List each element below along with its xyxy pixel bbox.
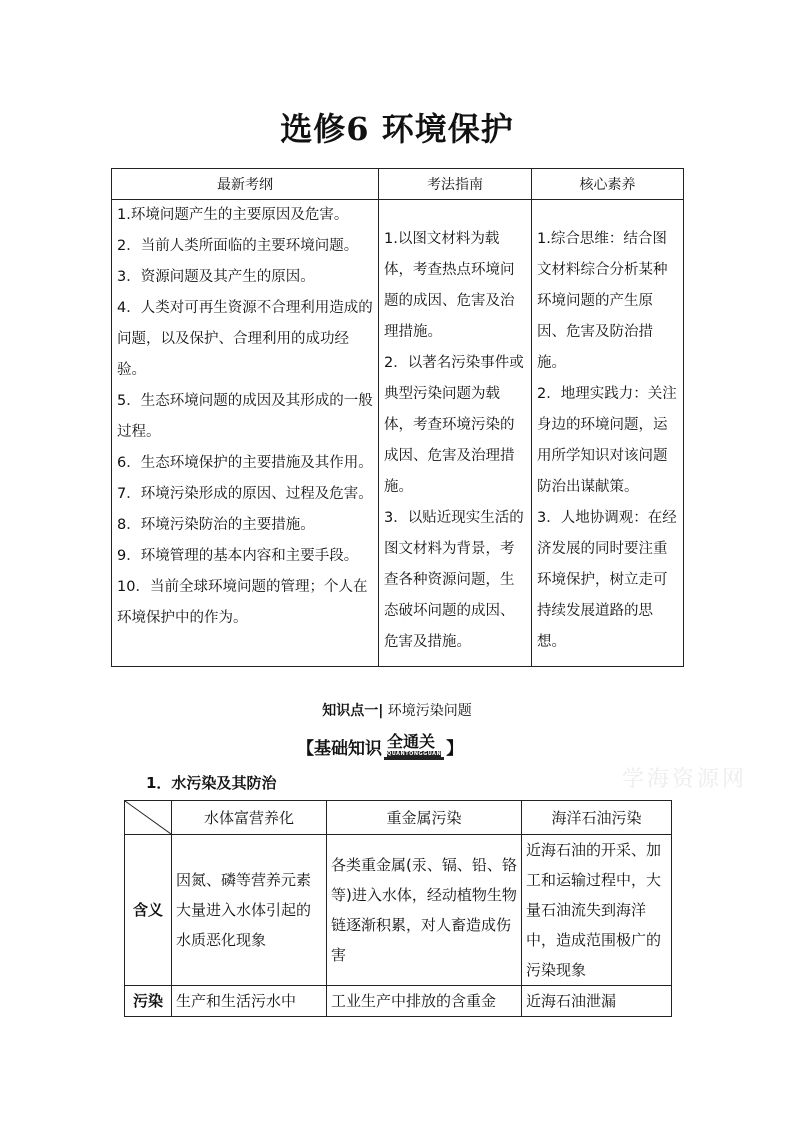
method-item: 3．以贴近现实生活的图文材料为背景，考查各种资源问题，生态破坏问题的成因、危害及措施。	[384, 510, 524, 650]
header-literacy: 核心素养	[532, 169, 684, 200]
knowledge-point-heading	[0, 700, 794, 720]
header-methods: 考法指南	[379, 169, 532, 200]
syllabus-item: 4．人类对可再生资源不合理利用造成的问题，以及保护、合理利用的成功经验。	[117, 300, 373, 378]
section-badge-small: QUANTONGGUAN	[387, 751, 442, 757]
syllabus-cell	[112, 200, 379, 667]
diagonal-corner-cell	[125, 801, 172, 835]
syllabus-header-row	[112, 169, 684, 200]
section-badge	[384, 733, 444, 760]
syllabus-item: 2．当前人类所面临的主要环境问题。	[117, 238, 359, 254]
literacy-item: 2．地理实践力：关注身边的环境问题，运用所学知识对该问题防治出谋献策。	[537, 386, 677, 495]
method-item: 2．以著名污染事件或典型污染问题为载体，考查环境污染的成因、危害及治理措施。	[384, 355, 524, 495]
section-badge-text: 全通关	[387, 732, 436, 751]
table-cell: 生产和生活污水中	[172, 986, 327, 1017]
watermark: 学海资源网	[622, 767, 748, 792]
syllabus-item: 3．资源问题及其产生的原因。	[117, 269, 315, 285]
syllabus-content-row	[112, 200, 684, 667]
table-cell: 各类重金属(汞、镉、铅、铬等)进入水体，经动植物生物链逐渐积累，对人畜造成伤害	[327, 835, 522, 986]
syllabus-item: 8．环境污染防治的主要措施。	[117, 517, 315, 533]
diagonal-line-icon	[125, 801, 171, 834]
header-syllabus: 最新考纲	[112, 169, 379, 200]
methods-cell	[379, 200, 532, 667]
literacy-cell	[532, 200, 684, 667]
syllabus-item: 9．环境管理的基本内容和主要手段。	[117, 548, 359, 564]
syllabus-item: 1.环境问题产生的主要原因及危害。	[117, 207, 349, 223]
syllabus-item: 10．当前全球环境问题的管理；个人在环境保护中的作为。	[117, 579, 368, 626]
header-oil: 海洋石油污染	[522, 801, 672, 835]
header-heavy-metal: 重金属污染	[327, 801, 522, 835]
table-cell: 因氮、磷等营养元素大量进入水体引起的水质恶化现象	[172, 835, 327, 986]
header-eutrophication: 水体富营养化	[172, 801, 327, 835]
subheading: 1．水污染及其防治	[146, 774, 277, 792]
syllabus-table	[111, 168, 684, 667]
syllabus-item: 6．生态环境保护的主要措施及其作用。	[117, 455, 373, 471]
literacy-item: 1.综合思维：结合图文材料综合分析某种环境问题的产生原因、危害及防治措施。	[537, 231, 668, 371]
knowledge-point-topic: 环境污染问题	[387, 703, 472, 719]
water-table-row	[125, 986, 672, 1017]
table-cell: 近海石油泄漏	[522, 986, 672, 1017]
row-label: 污染	[125, 986, 172, 1017]
syllabus-item: 7．环境污染形成的原因、过程及危害。	[117, 486, 373, 502]
section-close: 】	[446, 739, 464, 759]
syllabus-item: 5．生态环境问题的成因及其形成的一般过程。	[117, 393, 373, 440]
page-title: 选修6 环境保护	[280, 110, 514, 148]
row-label: 含义	[125, 835, 172, 986]
method-item: 1.以图文材料为载体，考查热点环境问题的成因、危害及治理措施。	[384, 231, 515, 340]
section-heading	[297, 733, 463, 760]
water-table-header-row	[125, 801, 672, 835]
section-open: 【基础知识	[297, 739, 382, 759]
water-pollution-table	[124, 800, 672, 1017]
knowledge-point-label: 知识点一|	[322, 703, 384, 719]
table-cell: 工业生产中排放的含重金	[327, 986, 522, 1017]
literacy-item: 3．人地协调观：在经济发展的同时要注重环境保护，树立走可持续发展道路的思想。	[537, 510, 677, 650]
table-cell: 近海石油的开采、加工和运输过程中，大量石油流失到海洋中，造成范围极广的污染现象	[522, 835, 672, 986]
water-table-row	[125, 835, 672, 986]
